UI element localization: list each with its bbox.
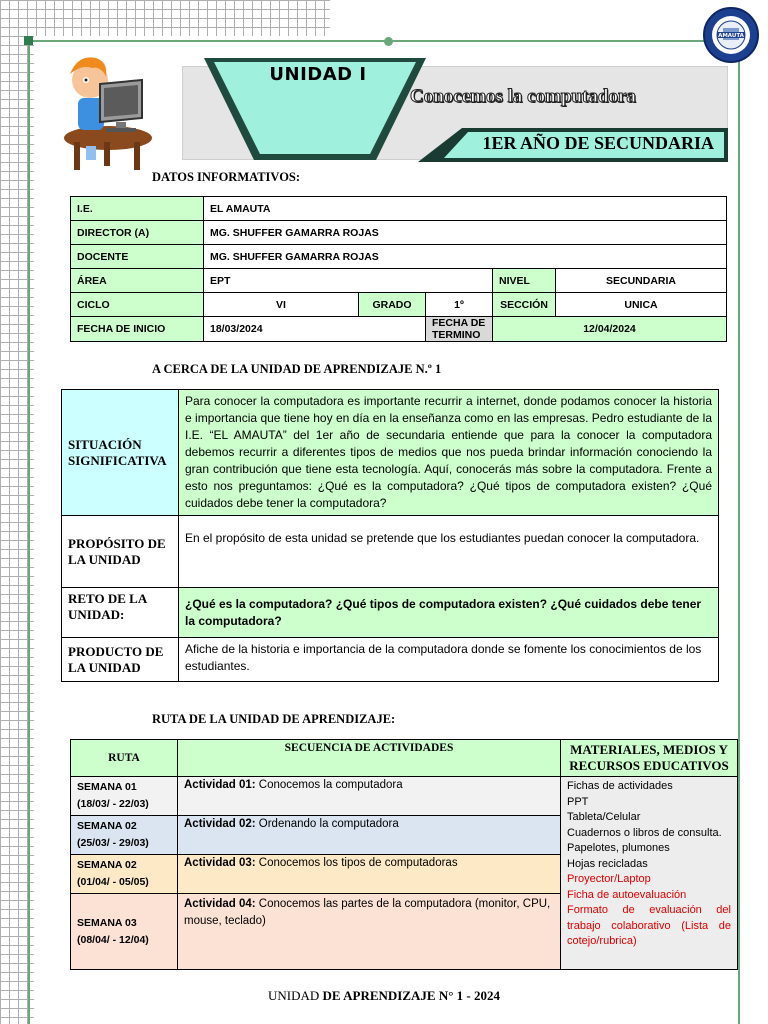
semana-dates: (25/03/ - 29/03) <box>77 837 149 849</box>
ruta-heading: RUTA DE LA UNIDAD DE APRENDIZAJE: <box>152 712 396 726</box>
semana-label: SEMANA 02 <box>77 820 137 832</box>
student-computer-illustration <box>56 50 156 174</box>
ciclo-label: CICLO <box>71 293 204 317</box>
unit-subtitle: Conocemos la computadora <box>410 86 636 107</box>
producto-text: Afiche de la historia e importancia de la computadora donde se fomente los conocimientos de los estudiantes. <box>179 638 719 682</box>
semana-label: SEMANA 01 <box>77 781 137 793</box>
unit-description-table <box>61 389 719 682</box>
border-line-right <box>738 40 740 1024</box>
reto-text: ¿Qué es la computadora? ¿Qué tipos de computadora existen? ¿Qué cuidados debe tener la computadora? <box>179 588 719 638</box>
activity-4 <box>178 894 561 970</box>
border-line-left <box>28 40 30 1024</box>
activity-2 <box>178 816 561 855</box>
termino-label: FECHA DE TERMINO <box>426 317 493 342</box>
page-footer <box>0 988 768 1004</box>
area-label: ÁREA <box>71 269 204 293</box>
svg-text:AMAUTA: AMAUTA <box>718 33 744 39</box>
col-secuencia: SECUENCIA DE ACTIVIDADES <box>178 740 561 777</box>
corner-dot <box>24 36 33 45</box>
footer-prefix: UNIDAD <box>268 988 323 1003</box>
acerca-heading: A CERCA DE LA UNIDAD DE APRENDIZAJE N.º 1 <box>152 362 442 376</box>
nivel-label: NIVEL <box>493 269 556 293</box>
material-item: Tableta/Celular <box>567 811 641 823</box>
grid-background-top <box>0 0 330 36</box>
inicio-label: FECHA DE INICIO <box>71 317 204 342</box>
activity-label: Actividad 01: <box>184 779 256 791</box>
seccion-label: SECCIÓN <box>493 293 556 317</box>
docente-value: MG. SHUFFER GAMARRA ROJAS <box>204 245 727 269</box>
termino-value: 12/04/2024 <box>493 317 727 342</box>
situacion-text: Para conocer la computadora es importante recurrir a internet, donde podamos conocer la historia e importancia que tiene hoy en día en la enseñanza como en las empresas. Pedro estudiante de la I.E. “EL AMAUTA” del 1er año de secundaria entiende que para la conocer la computadora debemos recurrir a diferentes tipos de medios que nos pueda brindar información conociendo la gran contribución que tiene esta tecnología. Aquí, conocerás más sobre la computadora. Frente a esto nos preguntamos: ¿Qué es la computadora? ¿Qué tipos de computadora existen? ¿Qué cuidados debe tener la computadora? <box>179 390 719 516</box>
materials-list <box>561 777 738 970</box>
inicio-value: 18/03/2024 <box>204 317 426 342</box>
border-line-top <box>28 40 728 42</box>
material-item: Hojas recicladas <box>567 857 648 870</box>
grade-banner-text: 1ER AÑO DE SECUNDARIA <box>482 133 714 153</box>
material-item: PPT <box>567 795 589 808</box>
semana-row-2 <box>71 816 178 855</box>
grado-label: GRADO <box>359 293 426 317</box>
activity-label: Actividad 04: <box>184 898 256 910</box>
col-materiales: MATERIALES, MEDIOS Y RECURSOS EDUCATIVOS <box>561 740 738 777</box>
producto-label: PRODUCTO DE LA UNIDAD <box>62 638 179 682</box>
director-label: DIRECTOR (A) <box>71 221 204 245</box>
info-table <box>70 196 727 342</box>
material-item-red: Formato de evaluación del trabajo colaborativo (Lista de cotejo/rubrica) <box>567 904 731 947</box>
activity-text: Conocemos la computadora <box>255 779 403 791</box>
semana-dates: (01/04/ - 05/05) <box>77 876 149 888</box>
situacion-label: SITUACIÓN SIGNIFICATIVA <box>62 390 179 516</box>
line-dot <box>384 37 393 46</box>
semana-row-4 <box>71 894 178 970</box>
semana-row-1 <box>71 777 178 816</box>
nivel-value: SECUNDARIA <box>556 269 727 293</box>
unit-title: UNIDAD I <box>269 64 367 85</box>
datos-heading: DATOS INFORMATIVOS: <box>152 170 301 184</box>
activity-label: Actividad 03: <box>184 857 256 869</box>
activity-text: Ordenando la computadora <box>255 818 399 830</box>
ciclo-value: VI <box>204 293 359 317</box>
grado-value: 1º <box>426 293 493 317</box>
ie-label: I.E. <box>71 197 204 221</box>
activity-text: Conocemos los tipos de computadoras <box>255 857 458 869</box>
docente-label: DOCENTE <box>71 245 204 269</box>
semana-dates: (08/04/ - 12/04) <box>77 933 149 946</box>
material-item-red: Ficha de autoevaluación <box>567 888 687 901</box>
footer-rest: DE APRENDIZAJE N° 1 - 2024 <box>322 988 500 1003</box>
seccion-value: UNICA <box>556 293 727 317</box>
area-value: EPT <box>204 269 493 293</box>
col-ruta: RUTA <box>71 740 178 777</box>
activity-3 <box>178 855 561 894</box>
activity-1 <box>178 777 561 816</box>
activity-text: Conocemos las partes de la computadora (monitor, CPU, mouse, teclado) <box>184 898 551 927</box>
proposito-text: En el propósito de esta unidad se pretende que los estudiantes puedan conocer la computadora. <box>179 516 719 588</box>
semana-dates: (18/03/ - 22/03) <box>77 798 149 810</box>
semana-label: SEMANA 03 <box>77 916 137 929</box>
school-logo <box>702 6 760 64</box>
ie-value: EL AMAUTA <box>204 197 727 221</box>
route-table <box>70 739 738 970</box>
proposito-label: PROPÓSITO DE LA UNIDAD <box>62 516 179 588</box>
material-item: Fichas de actividades <box>567 780 673 792</box>
semana-row-3 <box>71 855 178 894</box>
material-item-red: Proyector/Laptop <box>567 873 651 885</box>
material-item: Cuadernos o libros de consulta. <box>567 826 722 839</box>
activity-label: Actividad 02: <box>184 818 256 830</box>
reto-label: RETO DE LA UNIDAD: <box>62 588 179 638</box>
material-item: Papelotes, plumones <box>567 842 670 854</box>
semana-label: SEMANA 02 <box>77 859 137 871</box>
director-value: MG. SHUFFER GAMARRA ROJAS <box>204 221 727 245</box>
